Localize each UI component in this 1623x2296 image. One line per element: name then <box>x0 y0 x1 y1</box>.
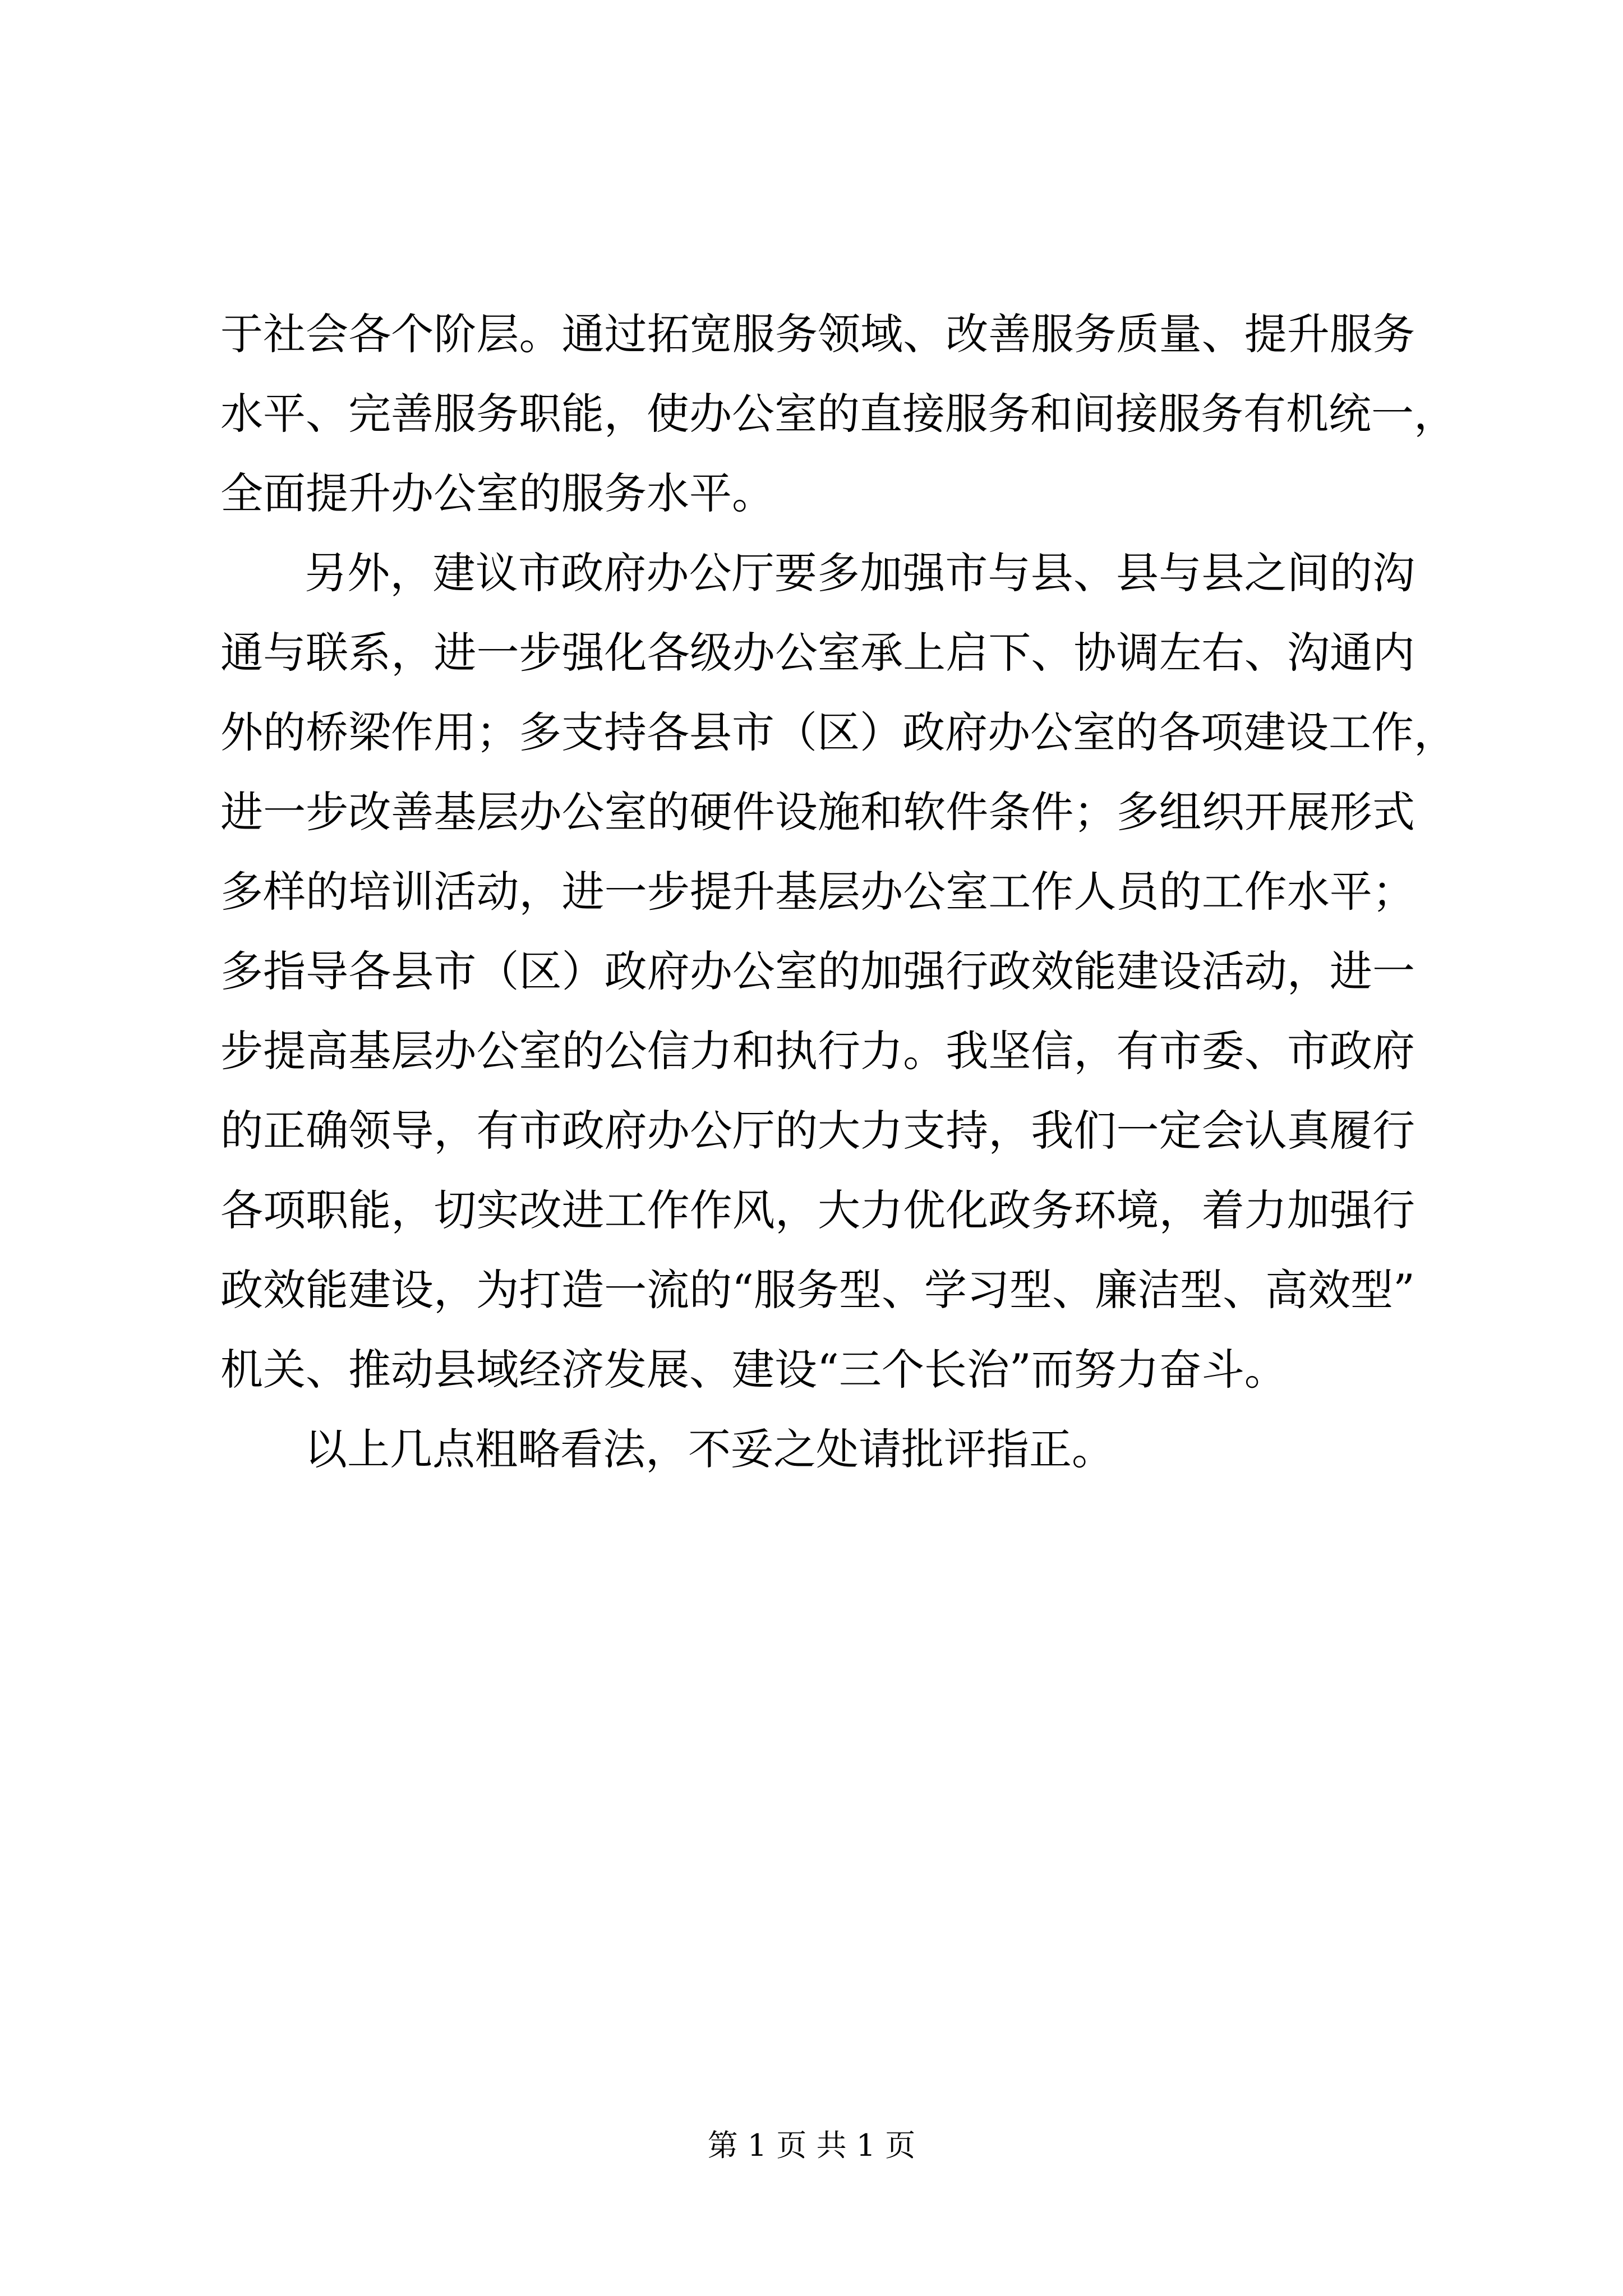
text-line: 外的桥梁作用；多支持各县市（区）政府办公室的各项建设工作， <box>220 707 1456 757</box>
text-line: 水平、完善服务职能，使办公室的直接服务和间接服务有机统一， <box>220 389 1456 439</box>
text-line: 各项职能，切实改进工作作风，大力优化政务环境，着力加强行 <box>220 1185 1415 1235</box>
paragraph-1 <box>220 295 1456 533</box>
document-body <box>220 295 1456 1489</box>
text-line: 进一步改善基层办公室的硬件设施和软件条件；多组织开展形式 <box>220 787 1415 837</box>
text-line: 全面提升办公室的服务水平。 <box>220 468 774 518</box>
text-line: 于社会各个阶层。通过拓宽服务领域、改善服务质量、提升服务 <box>220 309 1415 359</box>
page-footer: 第 1 页 共 1 页 <box>707 2128 916 2163</box>
text-line: 通与联系，进一步强化各级办公室承上启下、协调左右、沟通内 <box>220 628 1415 678</box>
text-line: 政效能建设，为打造一流的“服务型、学习型、廉洁型、高效型” <box>220 1265 1415 1315</box>
text-line: 以上几点粗略看法，不妥之处请批评指正。 <box>305 1424 1114 1474</box>
text-line: 步提高基层办公室的公信力和执行力。我坚信，有市委、市政府 <box>220 1026 1415 1076</box>
text-line: 机关、推动县域经济发展、建设“三个长治”而努力奋斗。 <box>220 1345 1287 1395</box>
text-line: 另外，建议市政府办公厅要多加强市与县、县与县之间的沟 <box>305 548 1415 598</box>
text-line: 的正确领导，有市政府办公厅的大力支持，我们一定会认真履行 <box>220 1106 1415 1156</box>
text-line: 多样的培训活动，进一步提升基层办公室工作人员的工作水平； <box>220 867 1415 917</box>
paragraph-2 <box>220 533 1456 1410</box>
paragraph-3 <box>220 1410 1415 1489</box>
text-line: 多指导各县市（区）政府办公室的加强行政效能建设活动，进一 <box>220 946 1415 996</box>
